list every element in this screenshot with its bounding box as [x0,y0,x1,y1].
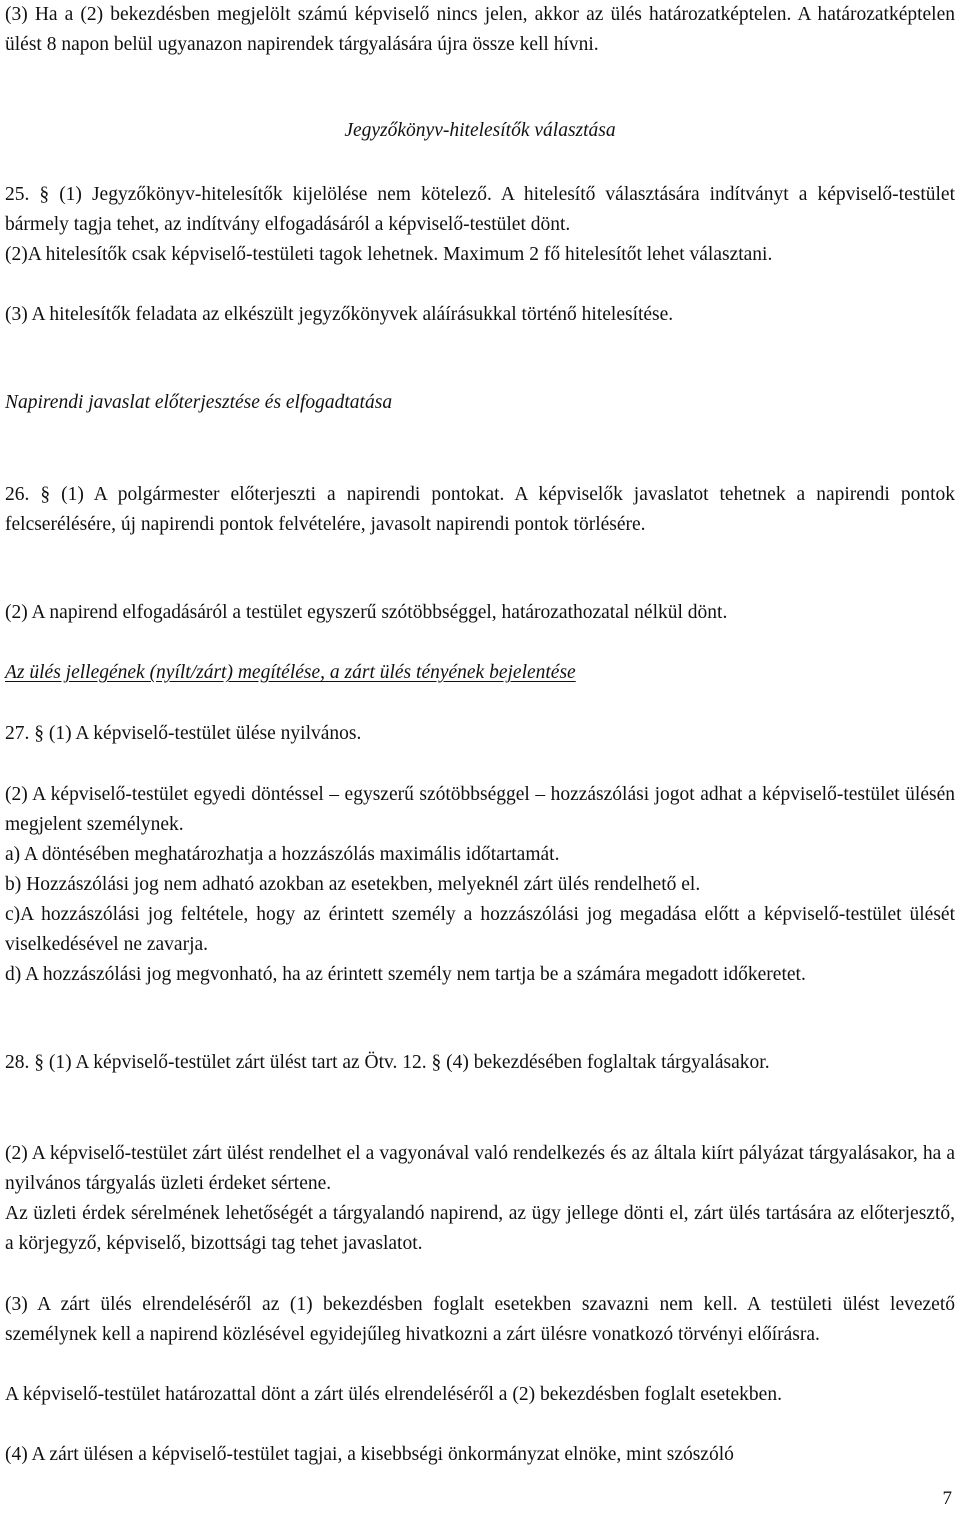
paragraph-28-2: (2) A képviselő-testület zárt ülést rendelhet el a vagyonával való rendelkezés és az általa kiírt pályázat tárgyalásakor, ha a nyilvános tárgyalás üzleti érdeket sértene. [5,1143,955,1194]
paragraph-25-2: (2)A hitelesítők csak képviselő-testületi tagok lehetnek. Maximum 2 fő hitelesítőt lehet választani. [5,244,773,265]
heading-agenda-proposal: Napirendi javaslat előterjesztése és elfogadtatása [5,392,393,413]
paragraph-28-4: (4) A zárt ülésen a képviselő-testület tagjai, a kisebbségi önkormányzat elnöke, mint szószóló [5,1444,734,1465]
paragraph-quorum: (3) Ha a (2) bekezdésben megjelölt számú képviselő nincs jelen, akkor az ülés határozatképtelen. A határozatképtelen ülést 8 napon belül ugyanazon napirendek tárgyalására újra össze kell hívni. [5,4,955,55]
paragraph-27-b: b) Hozzászólási jog nem adható azokban az esetekben, melyeknél zárt ülés rendelhető el. [5,874,701,895]
paragraph-27-2: (2) A képviselő-testület egyedi döntéssel – egyszerű szótöbbséggel – hozzászólási jogot adhat a képviselő-testület ülésén megjelent személynek. [5,784,955,835]
paragraph-28-business-interest: Az üzleti érdek sérelmének lehetőségét a tárgyalandó napirend, az ügy jellege dönti el, zárt ülés tartására az előterjesztő, a körjegyző, képviselő, bizottsági tag tehet javaslatot. [5,1203,955,1254]
heading-session-type: Az ülés jellegének (nyílt/zárt) megítélése, a zárt ülés tényének bejelentése [5,662,576,683]
paragraph-26-1: 26. § (1) A polgármester előterjeszti a napirendi pontokat. A képviselők javaslatot tehetnek a napirendi pontok felcserélésére, új napirendi pontok felvételére, javasolt napirendi pontok törlésére. [5,484,955,535]
paragraph-28-resolution: A képviselő-testület határozattal dönt a zárt ülés elrendeléséről a (2) bekezdésben foglalt esetekben. [5,1384,782,1405]
heading-minutes-authenticators: Jegyzőkönyv-hitelesítők választása [344,120,616,141]
paragraph-28-3: (3) A zárt ülés elrendeléséről az (1) bekezdésben foglalt esetekben szavazni nem kell. A testületi ülést levezető személynek kell a napirend közlésével egyidejűleg hivatkozni a zárt ülésre vonatkozó törvényi előírásra. [5,1294,955,1345]
paragraph-25-1: 25. § (1) Jegyzőkönyv-hitelesítők kijelölése nem kötelező. A hitelesítő választására indítványt a képviselő-testület bármely tagja tehet, az indítvány elfogadásáról a képviselő-testület dönt. [5,184,955,235]
paragraph-27-c: c)A hozzászólási jog feltétele, hogy az érintett személy a hozzászólási jog megadása előtt a képviselő-testület ülését viselkedésével ne zavarja. [5,904,955,955]
paragraph-27-a: a) A döntésében meghatározhatja a hozzászólás maximális időtartamát. [5,844,560,865]
paragraph-28-1: 28. § (1) A képviselő-testület zárt ülést tart az Ötv. 12. § (4) bekezdésében foglaltak tárgyalásakor. [5,1052,770,1073]
paragraph-25-3: (3) A hitelesítők feladata az elkészült jegyzőkönyvek aláírásukkal történő hitelesítése. [5,304,674,325]
page-number: 7 [942,1488,952,1509]
paragraph-27-1: 27. § (1) A képviselő-testület ülése nyilvános. [5,723,362,744]
paragraph-26-2: (2) A napirend elfogadásáról a testület egyszerű szótöbbséggel, határozathozatal nélkül dönt. [5,602,728,623]
paragraph-27-d: d) A hozzászólási jog megvonható, ha az érintett személy nem tartja be a számára megadott időkeretet. [5,964,806,985]
